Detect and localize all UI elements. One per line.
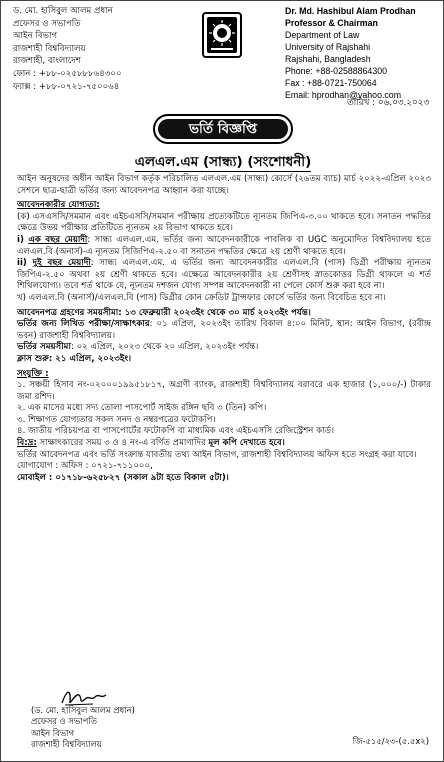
header-email-en: Email: hprodhan@yahoo.com <box>285 90 402 100</box>
admission-period <box>17 342 431 354</box>
letterhead-bangla <box>13 5 183 93</box>
note-label: বি:দ্র: <box>17 438 37 449</box>
note-text: সাক্ষাৎকারের সময় ৩ ও ৪ নং-এ বর্ণিত প্রমাণাদির <box>36 438 209 449</box>
header-dept-en: Department of Law <box>285 30 360 40</box>
signatory-university: রাজশাহী বিশ্ববিদ্যালয় <box>31 739 102 750</box>
header-fax-bn: ফ্যাক্স : +৮৮-০৭২১-৭৫০০৬৪ <box>13 81 120 92</box>
qualification-a: (ক) এসএসসি/সমমান এবং এইচএসসি/সমমান পরীক্ষায় প্রত্যেকটিতে ন্যূনতম জিপিএ-৩.০০ থাকতে হবে। সনাতন পদ্ধতির ক্ষেত্রে উভয় পরীক্ষার প্রতিটিতে ন্যূনতম ২য় বিভাগ থাকতে হবে। <box>17 211 431 234</box>
forms-collection: ভর্তির আবেদনপত্র এবং ভর্তি সংক্রান্ত যাবতীয় তথ্য আইন বিভাগ, রাজশাহী বিশ্ববিদ্যালয় অফিস হতে সংগ্রহ করা যাবে। <box>17 449 417 460</box>
signature-block <box>31 705 135 751</box>
notice-subtitle-text: এলএল.এম (সান্ধ্য) (সংশোধনী) <box>134 154 312 170</box>
two-year-text: : সান্ধ্য এলএল.এম. এ ভর্তির জন্য আবেদনকারীর এলএল.বি (পাস) ডিগ্রী পরীক্ষায় ন্যূনতম জিপিএ-২.৫০ অথবা ২য় শ্রেণী থাকতে হবে। এক্ষেত্রে আবেদনকারীর ২য় শ্রেণীসহ স্নাতকোত্তর ডিগ্রী থাকলে এ শর্ত শিথিলযোগ্য। তবে শর্ত থাকে যে, ন্যূনতম দশজন যোগ্য সম্পন্ন আবেদনকারী না পেলে কোর্স শুরু করা হবে না। <box>17 258 431 292</box>
header-title-bn: প্রফেসর ও সভাপতি <box>13 18 81 29</box>
attachment-2: ২. এক মাসের মধ্যে সদ্য তোলা পাসপোর্ট সাইজ রঙ্গিন ছবি ৩ (তিন) কপি। <box>17 403 267 414</box>
application-deadline-text: : ১৩ ফেব্রুয়ারী ২০২৩ইং থেকে ৩০ মার্চ ২০২৩ইং পর্যন্ত। <box>118 307 311 318</box>
header-fax-en: Fax : +88-0721-750064 <box>285 78 377 88</box>
attachments-heading: সংযুক্তি : <box>17 368 49 379</box>
intro-paragraph: আইন অনুষদের অধীন আইন বিভাগ কর্তৃক পরিচালিত এলএল.এম (সান্ধ্য) কোর্সে (২৬তম ব্যাচ) মার্চ ২০২২-এপ্রিল ২০২৩ সেশনে ছাত্র-ছাত্রী ভর্তির জন্য আবেদনপত্র আহ্বান করা যাচ্ছে। <box>17 174 431 196</box>
exam-label: ভর্তির জন্য লিখিত পরীক্ষা/সাক্ষাৎকার <box>17 319 150 330</box>
notice-body <box>17 174 431 484</box>
notice-title: ভর্তি বিজ্ঞপ্তি <box>158 119 288 139</box>
exam-schedule <box>17 319 431 342</box>
header-university-bn: রাজশাহী বিশ্ববিদ্যালয় <box>13 43 86 54</box>
contact-mobile: মোবাইল : ০১৭১৮-৬২৫৮২৭ (সকাল ৯টা হতে বিকাল ৫টা)। <box>17 472 229 483</box>
header-title-en: Professor & Chairman <box>285 18 378 28</box>
application-deadline <box>17 308 431 320</box>
header-phone-bn: ফোন : +৮৮-০২৫৮৮৮৬৪৩০০ <box>13 68 122 79</box>
one-year-label: এক বছর মেয়াদী <box>28 234 88 245</box>
attachment-1: ১. সঞ্চয়ী হিসাব নং-০২০০০১৯৯৫১৮১৭, অগ্রণী ব্যাংক, রাজশাহী বিশ্ববিদ্যালয় বরাবরে এক হাজার (১,০০০/-) টাকার জমা রশিদ। <box>17 380 431 402</box>
university-seal-logo <box>201 11 243 59</box>
note-bold: মূল কপি দেখাতে হবে। <box>208 438 285 449</box>
header-dept-bn: আইন বিভাগ <box>13 31 58 42</box>
header-city-en: Rajshahi, Bangladesh <box>285 54 371 64</box>
one-year-program: i) এক বছর মেয়াদী: সান্ধ্য এলএল.এম. ভর্তির জন্য আবেদনকারীকে পাবলিক বা UGC অনুমোদিত বিশ্ববিদ্যালয় হতে এলএল.বি (অনার্স)-এ ন্যূনতম সিজিপিএ-২.৫০ বা সনাতন পদ্ধতির ক্ষেত্রে ২য় শ্রেণী থাকতে হবে। <box>17 234 431 257</box>
notice-date: তারিখ : ০৬.০৩.২০২৩ <box>347 98 430 108</box>
qualification-kha: খ) এলএল.বি (অনার্স)/এলএল.বি (পাস) ডিগ্রীর কোন ক্রেডিট ট্রান্সফার কোর্সে ভর্তির জন্য বিবেচিত হবে না। <box>17 292 386 303</box>
letterhead-english <box>285 5 444 101</box>
header-city-bn: রাজশাহী, বাংলাদেশ <box>13 56 81 67</box>
signatory-name: (ড. মো. হাসিবুল আলম প্রধান) <box>31 705 135 715</box>
two-year-label: দুই বছর মেয়াদী <box>32 258 91 269</box>
application-deadline-label: আবেদনপত্র গ্রহণের সময়সীমা <box>17 307 119 318</box>
header-name-bn: ড. মো. হাসিবুল আলম প্রধান <box>13 6 113 16</box>
qualification-heading: আবেদনকারীর যোগ্যতা: <box>17 200 100 211</box>
admission-label: ভর্তির সময়সীমা <box>17 342 71 353</box>
header-phone-en: Phone: +88-02588864300 <box>285 66 387 76</box>
contact-office: যোগাযোগ : অফিস : ০৭২১-৭১১০০০, <box>17 461 153 472</box>
signatory-title: প্রফেসর ও সভাপতি <box>31 716 97 727</box>
class-start: ক্লাস শুরু: ২১ এপ্রিল, ২০২৩ইং। <box>17 353 132 364</box>
notice-subtitle <box>1 151 444 174</box>
reference-number: জি-৫১৫/২৩-(৫.৫x২) <box>352 736 429 746</box>
exam-text: : ০১ এপ্রিল, ২০২৩ইং তারিখ বিকাল ৪:০০ মিনিট, স্থান: আইন বিভাগ, (রবীন্দ্র ভবন) রাজশাহী বিশ্ববিদ্যালয়। <box>17 319 431 341</box>
notice-title-badge <box>153 114 293 144</box>
signatory-dept: আইন বিভাগ <box>31 727 75 738</box>
attachment-4: ৪. জাতীয় পরিচয়পত্র বা পাসপোর্টের ফটোকপি বা মাধ্যমিক এবং এইচএসসি রেজিস্ট্রেশন কার্ড। <box>17 426 335 437</box>
header-university-en: University of Rajshahi <box>285 42 371 52</box>
two-year-program: ii) দুই বছর মেয়াদী: সান্ধ্য এলএল.এম. এ ভর্তির জন্য আবেদনকারীর এলএল.বি (পাস) ডিগ্রী পরীক্ষায় ন্যূনতম জিপিএ-২.৫০ অথবা ২য় শ্রেণী থাকতে হবে। এক্ষেত্রে আবেদনকারীর ২য় শ্রেণীসহ স্নাতকোত্তর ডিগ্রী থাকলে এ শর্ত শিথিলযোগ্য। তবে শর্ত থাকে যে, ন্যূনতম দশজন যোগ্য সম্পন্ন আবেদনকারী না পেলে কোর্স শুরু করা হবে না। <box>17 258 431 292</box>
attachment-3: ৩. শিক্ষাগত যোগ্যতার সকল সনদ ও নম্বরপত্রের ফটোকপি। <box>17 414 216 425</box>
header-name-en: Dr. Md. Hashibul Alam Prodhan <box>285 6 416 16</box>
one-year-text: : সান্ধ্য এলএল.এম. ভর্তির জন্য আবেদনকারীকে পাবলিক বা UGC অনুমোদিত বিশ্ববিদ্যালয় হতে এলএল.বি (অনার্স)-এ ন্যূনতম সিজিপিএ-২.৫০ বা সনাতন পদ্ধতির ক্ষেত্রে ২য় শ্রেণী থাকতে হবে। <box>17 234 431 257</box>
note <box>17 438 431 450</box>
admission-text: : ০২ এপ্রিল, ২০২৩ থেকে ২০ এপ্রিল, ২০২৩ইং পর্যন্ত। <box>70 342 259 353</box>
